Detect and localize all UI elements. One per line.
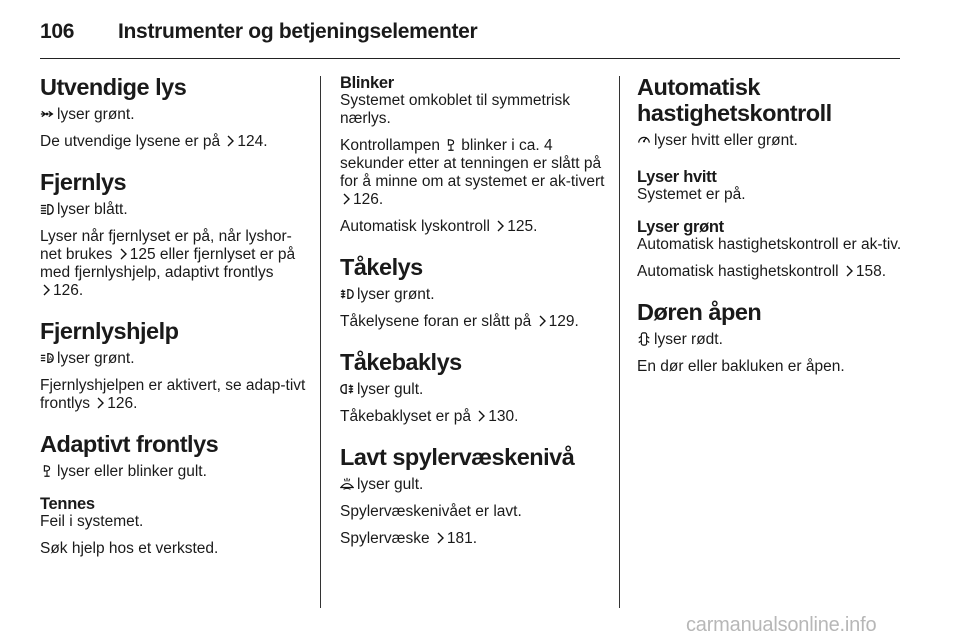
body-text: Systemet er på.	[637, 186, 746, 203]
section-rear-fog-light	[340, 349, 608, 426]
cross-reference-arrow-icon	[96, 397, 105, 409]
section-door-open	[637, 299, 907, 376]
status-text: lyser hvitt eller grønt.	[654, 132, 798, 149]
page-number: 106	[40, 20, 75, 43]
body-text	[340, 313, 608, 331]
status-line	[637, 132, 907, 150]
high-beam-icon	[40, 202, 54, 216]
body-text	[40, 377, 312, 413]
page-reference: 158.	[855, 263, 887, 280]
body-text: Automatisk hastighetskontroll er ak-tiv.	[637, 236, 902, 253]
door-open-icon	[637, 332, 651, 346]
section-tennes	[40, 495, 312, 558]
section-heading: Utvendige lys	[40, 74, 187, 100]
body-pre: Kontrollampen	[340, 137, 440, 154]
status-line	[40, 350, 312, 368]
status-line	[340, 286, 608, 304]
status-line	[40, 201, 312, 219]
body-text	[340, 408, 608, 426]
page-reference: 130.	[488, 408, 519, 425]
cross-reference-arrow-icon	[477, 410, 486, 422]
washer-fluid-icon	[340, 477, 354, 491]
status-text: lyser rødt.	[654, 331, 723, 348]
cruise-control-icon	[637, 133, 651, 147]
section-heading: Fjernlys	[40, 169, 127, 195]
adaptive-forward-lighting-icon	[40, 464, 54, 478]
body-text	[340, 530, 608, 548]
section-heading: Døren åpen	[637, 299, 762, 325]
section-high-beam-assist	[40, 318, 312, 413]
page-reference: 129.	[548, 313, 579, 330]
status-text: lyser gult.	[357, 476, 424, 493]
section-adaptive-forward-lighting	[40, 431, 312, 481]
cross-reference-arrow-icon	[342, 193, 351, 205]
section-heading: Tåkebaklys	[340, 349, 462, 375]
status-line	[40, 463, 312, 481]
body-text: Søk hjelp hos et verksted.	[40, 540, 219, 557]
body-pre: Tåkebaklyset er på	[340, 408, 471, 425]
body-text	[40, 228, 312, 300]
rear-fog-light-icon	[340, 382, 354, 396]
column-3	[637, 74, 907, 394]
column-divider-1	[320, 76, 321, 608]
section-exterior-lights	[40, 74, 312, 151]
body-pre: De utvendige lysene er på	[40, 133, 221, 150]
section-blinker	[340, 74, 608, 236]
cross-reference-arrow-icon	[226, 135, 235, 147]
status-line	[340, 381, 608, 399]
section-heading: Automatisk hastighetskontroll	[637, 74, 832, 126]
status-text: lyser grønt.	[57, 350, 135, 367]
status-line	[637, 331, 907, 349]
body-pre: Automatisk lyskontroll	[340, 218, 490, 235]
page-reference: 125 eller fjernlyset er på med fjernlyshjelp, adaptivt frontlys	[40, 246, 296, 281]
page-reference: 181.	[446, 530, 478, 547]
front-fog-light-icon	[340, 287, 354, 301]
page-reference: 124.	[237, 133, 268, 150]
body-text: Systemet omkoblet til symmetrisk nærlys.	[340, 92, 570, 127]
parking-light-icon	[40, 107, 54, 121]
page-reference: 126.	[107, 395, 138, 412]
column-2	[340, 74, 608, 566]
page-reference: 126.	[53, 282, 84, 299]
svg-text:A: A	[48, 356, 53, 363]
body-pre: Fjernlyshjelpen er aktivert, se adap-tivt frontlys	[40, 377, 306, 412]
body-text	[637, 263, 907, 281]
status-line	[40, 106, 312, 124]
body-text	[340, 218, 608, 236]
section-heading: Fjernlyshjelp	[40, 318, 179, 344]
status-text: lyser blått.	[57, 201, 128, 218]
section-heading: Adaptivt frontlys	[40, 431, 219, 457]
cross-reference-arrow-icon	[436, 532, 445, 544]
body-pre: Lyser når fjernlyset er på, når lyshor-net brukes	[40, 228, 292, 263]
cross-reference-arrow-icon	[496, 220, 505, 232]
status-line	[340, 476, 608, 494]
subheading: Tennes	[40, 495, 95, 513]
cross-reference-arrow-icon	[119, 248, 128, 260]
section-heading: Tåkelys	[340, 254, 423, 280]
section-heading: Lavt spylervæskenivå	[340, 444, 575, 470]
cross-reference-arrow-icon	[42, 284, 51, 296]
status-text: lyser grønt.	[357, 286, 435, 303]
page-header	[40, 14, 900, 59]
body-text	[340, 137, 608, 209]
body-pre: Spylervæske	[340, 530, 430, 547]
column-divider-2	[619, 76, 620, 608]
subheading: Blinker	[340, 74, 394, 92]
cross-reference-arrow-icon	[538, 315, 547, 327]
section-lights-green	[637, 218, 907, 281]
body-mid: blinker i ca. 4 sekunder etter at tenningen er slått på for å minne om at systemet er ak-tivert	[340, 137, 605, 190]
section-cruise-control	[637, 74, 907, 150]
page-reference: 126.	[353, 191, 384, 208]
status-text: lyser gult.	[357, 381, 424, 398]
section-fog-lights	[340, 254, 608, 331]
section-high-beam	[40, 169, 312, 300]
section-lights-white	[637, 168, 907, 204]
subheading: Lyser grønt	[637, 218, 724, 236]
body-pre: Tåkelysene foran er slått på	[340, 313, 532, 330]
body-pre: Automatisk hastighetskontroll	[637, 263, 839, 280]
body-text: Feil i systemet.	[40, 513, 144, 530]
status-text: lyser eller blinker gult.	[57, 463, 207, 480]
body-text: En dør eller bakluken er åpen.	[637, 358, 845, 375]
high-beam-assist-icon	[40, 351, 54, 365]
subheading: Lyser hvitt	[637, 168, 717, 186]
page-reference: 125.	[507, 218, 538, 235]
column-1	[40, 74, 312, 576]
adaptive-forward-lighting-icon	[444, 138, 458, 152]
section-washer-fluid	[340, 444, 608, 548]
body-text	[40, 133, 312, 151]
watermark: carmanualsonline.info	[686, 614, 877, 636]
body-text: Spylervæskenivået er lavt.	[340, 503, 522, 520]
page-title: Instrumenter og betjeningselementer	[118, 20, 478, 43]
status-text: lyser grønt.	[57, 106, 135, 123]
cross-reference-arrow-icon	[845, 265, 854, 277]
